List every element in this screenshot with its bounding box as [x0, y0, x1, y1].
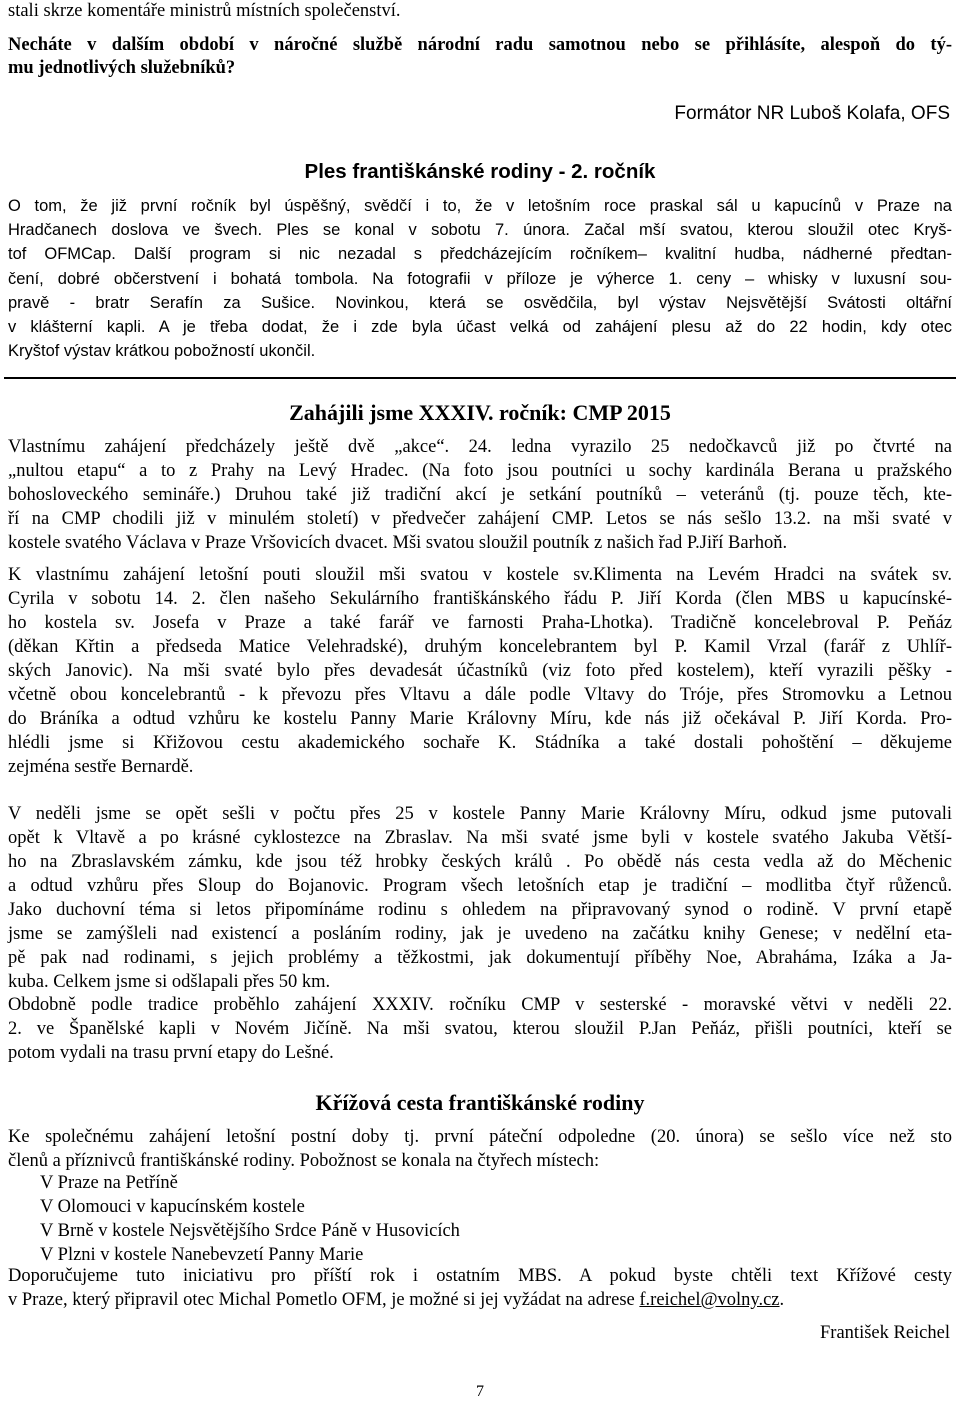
text-line: do Bráníka a odtud vzhůru ke kostelu Panny Marie Královny Míru, kde nás již očekával P. Jiří Korda. Pro- [8, 709, 952, 729]
text-line: Ke společnému zahájení letošní postní doby tj. první páteční odpoledne (20. února) se sešlo více než sto [8, 1127, 952, 1147]
text-line: hlédli jsme si Křižovou cestu akademického sochaře K. Stádníka a také dostali pohoštění – děkujeme [8, 733, 952, 753]
text-line: Vlastnímu zahájení předcházely ještě dvě „akce“. 24. ledna vyrazilo 25 nedočkavců již po čtvrté na [8, 437, 952, 457]
text-line: (děkan Křtin a předseda Matice Velehradské), druhým koncelebrantem byl P. Kamil Vrzal (farář z Uhlíř- [8, 637, 952, 657]
text-line: Jako duchovní téma si letos připomínáme rodinu s ohledem na připravovaný synod o rodině. V první etapě [8, 900, 952, 920]
section-divider [4, 377, 956, 379]
text-line: v klášterní kapli. A je třeba dodat, že i zde byla účast velká od zahájení plesu až do 22 hodin, kdy otec [8, 318, 952, 336]
text-line: K vlastnímu zahájení letošní pouti sloužil mši svatou v kostele sv.Klimenta na Levém Hradci na svátek sv. [8, 565, 952, 585]
text-line: pě pak nad rodinami, s jejich problémy a těžkostmi, jak dokumentují příběhy Noe, Abraháma, Izáka a Ja- [8, 948, 952, 968]
text-line: Kryštof výstav krátkou pobožností ukončil. [8, 342, 316, 361]
krizova-outro-text: v Praze, který připravil otec Michal Pometlo OFM, je možné si jej vyžádat na adrese [8, 1290, 640, 1310]
text-line: O tom, že již první ročník byl úspěšný, svědčí i to, že v letošním roce praskal sál u kapucínů v Praze na [8, 197, 952, 215]
text-line: tof OFMCap. Další program si nic nezadal s předcházejícím ročníkem– kvalitní hudba, nádherné předtan- [8, 245, 952, 264]
text-line: kostele svatého Václava v Praze Vršovicích dvacet. Mši svatou sloužil poutník z našich řad P.Jiří Barhoň. [8, 533, 788, 553]
intro-line: stali skrze komentáře ministrů místních společenství. [8, 1, 401, 21]
text-line: potom vydali na trasu první etapy do Lešné. [8, 1043, 334, 1063]
ples-title: Ples františkánské rodiny - 2. ročník [304, 160, 656, 183]
text-line: V Praze na Petříně [40, 1173, 178, 1193]
text-line: zejména sestře Bernardě. [8, 757, 194, 777]
cmp-title: Zahájili jsme XXXIV. ročník: CMP 2015 [289, 400, 671, 425]
krizova-outro-2 [8, 1290, 952, 1311]
krizova-title: Křížová cesta františkánské rodiny [315, 1090, 645, 1115]
text-line: Hradčanech doslova ve švech. Ples se konal v sobotu 7. února. Začal mší svatou, kterou sloužil otec Kryš- [8, 221, 952, 240]
text-line: opět k Vltavě a po krásné cyklostezce na Zbraslav. Na mši svaté jsme byli v kostele svatého Jakuba Větší- [8, 828, 952, 848]
text-line: pravě - bratr Serafín za Sušice. Novinkou, která se osvědčila, byl výstav Nejsvětější Svátosti oltářní [8, 293, 952, 312]
text-line: a odtud vzhůru přes Sloup do Bojanovic. Program všech letošních etap je tradiční – modlitba čtyř růženců. [8, 876, 952, 896]
signature-reichel: František Reichel [820, 1323, 950, 1343]
question-line-2: mu jednotlivých služebníků? [8, 58, 236, 78]
page-number: 7 [476, 1383, 484, 1400]
text-line: Obdobně podle tradice proběhlo zahájení XXXIV. ročníku CMP v sesterské - moravské větvi v neděli 22. [8, 995, 952, 1015]
text-line: V Olomouci v kapucínském kostele [40, 1197, 305, 1217]
text-line: „nultou etapu“ a to z Prahy na Levý Hradec. (Na foto jsou poutníci u sochy kardinála Berana u pražského [8, 461, 952, 481]
text-line: V Brně v kostele Nejsvětějšího Srdce Páně v Husovicích [40, 1221, 460, 1241]
text-line: ských Janovic). Na mši svaté bylo přes devadesát účastníků (viz foto před kostelem), kteří vyrazili pěšky - [8, 661, 952, 681]
text-line: V Plzni v kostele Nanebevzetí Panny Marie [40, 1245, 364, 1265]
text-line: kuba. Celkem jsme si odšlapali přes 50 km. [8, 972, 331, 992]
text-line: bohosloveckého semináře.) Druhou také již tradiční akcí je setkání poutníků – veteránů (tj. pouze těch, kte- [8, 485, 952, 505]
text-line: členů a příznivců františkánské rodiny. Pobožnost se konala na čtyřech místech: [8, 1151, 600, 1171]
text-line: včetně obou koncelebrantů - k převozu přes Vltavu a dále podle Vltavy do Tróje, přes Stromovku a Letnou [8, 685, 952, 705]
text-line: ho na Zbraslavském zámku, kde jsou též hrobky českých králů . Po obědě nás cesta vedla až do Měchenic [8, 852, 952, 872]
krizova-outro-1: Doporučujeme tuto iniciativu pro příští rok i ostatním MBS. A pokud byste chtěli text Křížové cesty [8, 1266, 952, 1286]
question-line-1: Necháte v dalším období v náročné službě národní radu samotnou nebo se přihlásíte, alespoň do tý- [8, 35, 952, 55]
text-line: jsme se zamýšleli nad existencí a posláním rodiny, jak je uvedeno na začátku knihy Genese; v nedělní eta- [8, 924, 952, 944]
email-link[interactable]: f.reichel@volny.cz [639, 1290, 780, 1310]
signature-kolafa: Formátor NR Luboš Kolafa, OFS [674, 103, 950, 124]
text-line: V neděli jsme se opět sešli v počtu přes 25 v kostele Panny Marie Královny Míru, odkud jsme putovali [8, 804, 952, 824]
text-line: 2. ve Španělské kapli v Novém Jičíně. Na mši svatou, kterou sloužil P.Jan Peňáz, přišli poutníci, kteří se [8, 1019, 952, 1039]
krizova-outro-end: . [779, 1290, 785, 1310]
text-line: čení, dobré občerstvení i bohatá tombola. Na fotografii v příloze je výherce 1. ceny – whisky v luxusní sou- [8, 269, 952, 288]
text-line: ho kostela sv. Josefa v Praze a také farář ve farnosti Praha-Lhotka). Tradičně koncelebroval P. Peňáz [8, 613, 952, 633]
text-line: ří na CMP chodili již v minulém století) v předvečer zahájení CMP. Letos se nás sešlo 13.2. na mši svaté v [8, 509, 952, 529]
text-line: Cyrila v sobotu 14. 2. člen našeho Sekulárního františkánského řádu P. Jiří Korda (člen MBS u kapucínské- [8, 589, 952, 609]
